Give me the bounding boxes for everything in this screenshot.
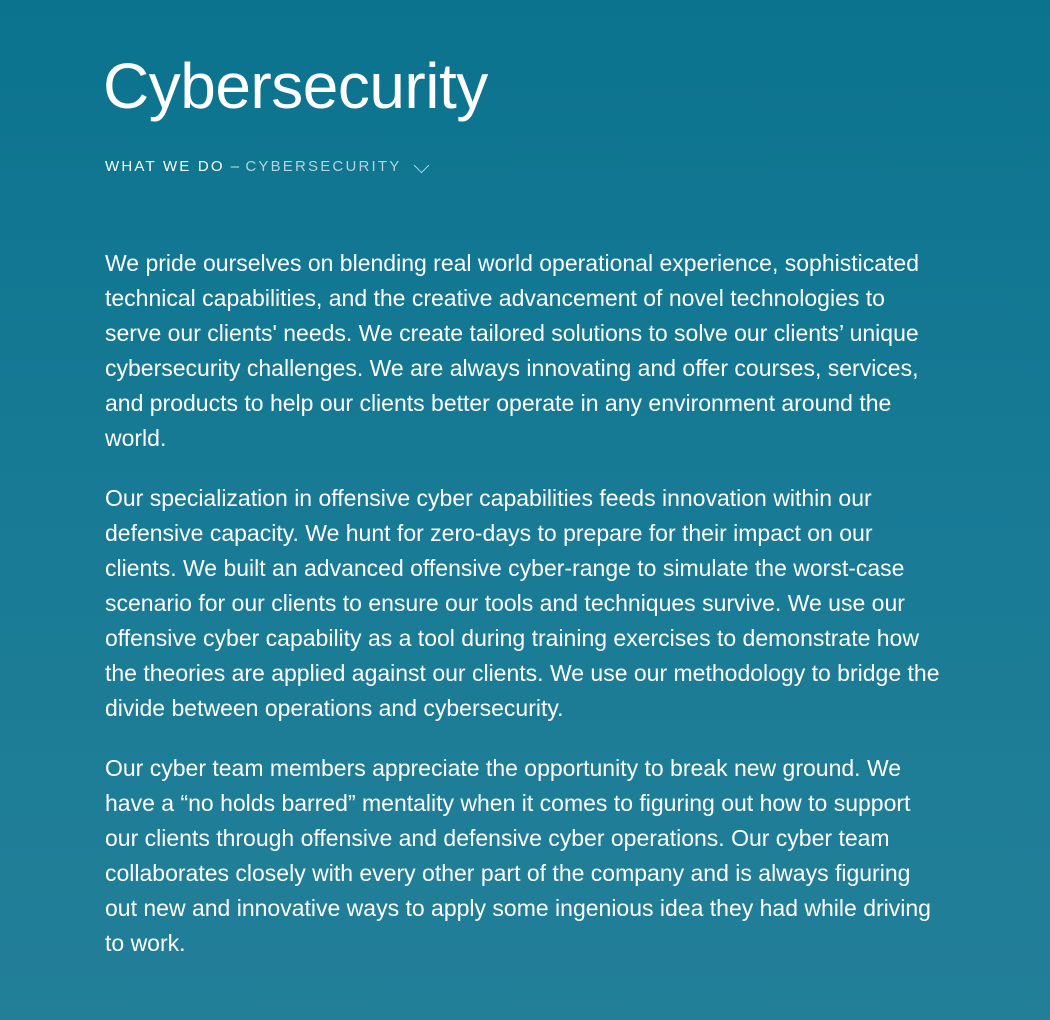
breadcrumb-cybersecurity-dropdown[interactable]	[245, 157, 426, 177]
paragraph-offensive-capabilities: Our specialization in offensive cyber capabilities feeds innovation within our defensive capacity. We hunt for zero-days to prepare for their impact on our clients. We built an advanced offensive cyber-range to simulate the worst-case scenario for our clients to ensure our tools and techniques survive. We use our offensive cyber capability as a tool during training exercises to demonstrate how the theories are applied against our clients. We use our methodology to bridge the divide between operations and cybersecurity.	[105, 485, 940, 721]
paragraph-cyber-team: Our cyber team members appreciate the opportunity to break new ground. We have a “no holds barred” mentality when it comes to figuring out how to support our clients through offensive and defensive cyber operations. Our cyber team collaborates closely with every other part of the company and is always figuring out new and innovative ways to apply some ingenious idea they had while driving to work.	[105, 755, 931, 956]
breadcrumb-what-we-do-link[interactable]: WHAT WE DO	[105, 158, 225, 175]
paragraph-intro: We pride ourselves on blending real world operational experience, sophisticated technical capabilities, and the creative advancement of novel technologies to serve our clients' needs. We create tailored solutions to solve our clients’ unique cybersecurity challenges. We are always innovating and offer courses, services, and products to help our clients better operate in any environment around the world.	[105, 250, 920, 451]
breadcrumb-current-label: CYBERSECURITY	[245, 158, 402, 175]
page-title: Cybersecurity	[103, 50, 488, 122]
main-content	[105, 246, 945, 986]
breadcrumb	[105, 157, 427, 177]
chevron-down-icon	[413, 158, 429, 174]
breadcrumb-separator: –	[230, 158, 242, 175]
